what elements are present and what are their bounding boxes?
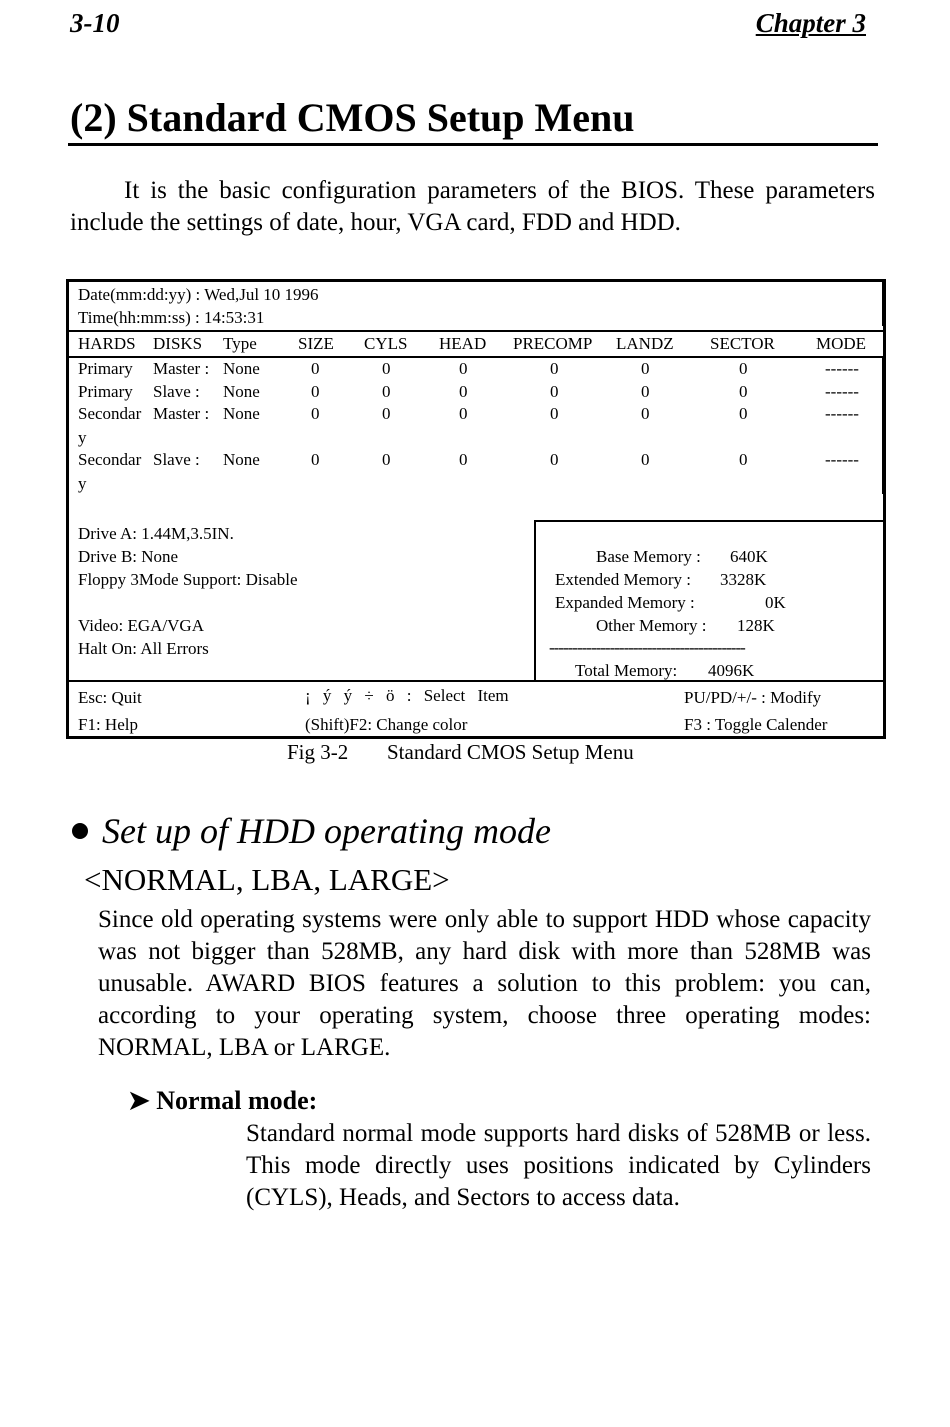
row-landz[interactable]: 0 [641, 404, 650, 423]
col-header-sector: SECTOR [710, 334, 775, 353]
extended-memory-label: Extended Memory : [555, 570, 691, 589]
total-memory-value: 4096K [708, 661, 755, 680]
row-size: 0 [311, 382, 320, 401]
figure-caption: Standard CMOS Setup Menu [387, 740, 634, 764]
other-memory-label: Other Memory : [596, 616, 707, 635]
col-header-cyls: CYLS [364, 334, 408, 353]
memory-panel-left [534, 520, 536, 680]
row-landz[interactable]: 0 [641, 359, 650, 378]
col-header-disks: DISKS [153, 334, 203, 353]
row-landz[interactable]: 0 [641, 450, 650, 469]
memory-separator: ------------------------------------------ [549, 638, 745, 657]
row-head[interactable]: 0 [459, 450, 468, 469]
top-right-border [882, 282, 884, 326]
bullet-icon [72, 823, 88, 839]
expanded-memory-label: Expanded Memory : [555, 593, 695, 612]
row-cyls[interactable]: 0 [382, 382, 391, 401]
row-position: Master : [153, 359, 210, 378]
normal-mode-heading: ➤ Normal mode: [128, 1086, 318, 1115]
col-header-head: HEAD [439, 334, 487, 353]
hdd-mode-heading-text: Set up of HDD operating mode [102, 811, 551, 851]
row-channel: Primary [78, 359, 133, 378]
row-size: 0 [311, 450, 320, 469]
floppy-3mode-setting[interactable]: Floppy 3Mode Support: Disable [78, 570, 298, 589]
total-memory-label: Total Memory: [575, 661, 678, 680]
modify-hint: PU/PD/+/- : Modify [684, 688, 822, 707]
row-mode[interactable]: ------ [825, 382, 859, 401]
col-header-size: SIZE [298, 334, 334, 353]
row-mode[interactable]: ------ [825, 450, 859, 469]
col-header-hards: HARDS [78, 334, 136, 353]
row-sector[interactable]: 0 [739, 359, 748, 378]
col-header-mode: MODE [816, 334, 867, 353]
header-divider [69, 330, 883, 332]
hdd-mode-paragraph: Since old operating systems were only able to support HDD whose capacity was not bigger than 528MB, any hard disk with more than 528MB was unusable. AWARD BIOS features a solution to this problem: you can, according to your operating system, choose three operating modes: NORMAL, LBA or LARGE. [98, 906, 871, 1061]
base-memory-value: 640K [730, 547, 768, 566]
normal-mode-description: Standard normal mode supports hard disks of 528MB or less. This mode directly uses positions indicated by Cylinders (CYLS), Heads, and Sectors to access data. [246, 1120, 871, 1211]
col-header-landz: LANDZ [616, 334, 674, 353]
row-head[interactable]: 0 [459, 359, 468, 378]
row-mode[interactable]: ------ [825, 359, 859, 378]
f1-help-hint: F1: Help [78, 715, 138, 734]
title-underline [68, 143, 878, 146]
row-sector[interactable]: 0 [739, 382, 748, 401]
chapter-label: Chapter 3 [755, 8, 866, 38]
page-number: 3-10 [70, 8, 120, 38]
base-memory-label: Base Memory : [596, 547, 701, 566]
cmos-setup-screen [66, 279, 886, 739]
row-sector[interactable]: 0 [739, 450, 748, 469]
select-item-hint: ¡ ý ý ÷ ö : Select Item [305, 686, 509, 705]
row-position: Slave : [153, 382, 200, 401]
row-type[interactable]: None [223, 404, 260, 423]
video-setting[interactable]: Video: EGA/VGA [78, 616, 204, 635]
row-precomp[interactable]: 0 [550, 404, 559, 423]
footer-divider [69, 680, 883, 682]
row-channel-wrap: y [78, 428, 87, 447]
row-head[interactable]: 0 [459, 382, 468, 401]
row-head[interactable]: 0 [459, 404, 468, 423]
drive-a-setting[interactable]: Drive A: 1.44M,3.5IN. [78, 524, 234, 543]
change-color-hint: (Shift)F2: Change color [305, 715, 468, 734]
row-sector[interactable]: 0 [739, 404, 748, 423]
row-channel: Secondar [78, 404, 142, 423]
col-header-type: Type [223, 334, 257, 353]
row-cyls[interactable]: 0 [382, 450, 391, 469]
extended-memory-value: 3328K [720, 570, 767, 589]
section-title: (2) Standard CMOS Setup Menu [70, 95, 635, 140]
row-landz[interactable]: 0 [641, 382, 650, 401]
hdd-mode-heading [72, 810, 551, 852]
halt-on-setting[interactable]: Halt On: All Errors [78, 639, 209, 658]
row-cyls[interactable]: 0 [382, 359, 391, 378]
other-memory-value: 128K [737, 616, 775, 635]
drive-table-right-border [882, 356, 884, 494]
row-precomp[interactable]: 0 [550, 359, 559, 378]
row-channel-wrap: y [78, 474, 87, 493]
row-type[interactable]: None [223, 359, 260, 378]
row-position: Slave : [153, 450, 200, 469]
row-precomp[interactable]: 0 [550, 450, 559, 469]
intro-text: It is the basic configuration parameters of the BIOS. These parameters include the settings of date, hour, VGA card, FDD and HDD. [70, 177, 875, 236]
memory-panel-top [534, 520, 883, 522]
column-header-divider [69, 356, 883, 358]
date-field[interactable]: Date(mm:dd:yy) : Wed,Jul 10 1996 [78, 285, 319, 304]
row-type[interactable]: None [223, 382, 260, 401]
esc-quit-hint: Esc: Quit [78, 688, 142, 707]
drive-b-setting[interactable]: Drive B: None [78, 547, 179, 566]
row-mode[interactable]: ------ [825, 404, 859, 423]
row-position: Master : [153, 404, 210, 423]
row-size: 0 [311, 359, 320, 378]
row-cyls[interactable]: 0 [382, 404, 391, 423]
hdd-mode-options: <NORMAL, LBA, LARGE> [84, 862, 450, 897]
toggle-calendar-hint: F3 : Toggle Calender [684, 715, 828, 734]
intro-paragraph [70, 175, 875, 239]
expanded-memory-value: 0K [765, 593, 786, 612]
col-header-precomp: PRECOMP [513, 334, 593, 353]
figure-label: Fig 3-2 [287, 740, 349, 764]
row-size: 0 [311, 404, 320, 423]
row-precomp[interactable]: 0 [550, 382, 559, 401]
row-channel: Primary [78, 382, 133, 401]
row-channel: Secondar [78, 450, 142, 469]
time-field[interactable]: Time(hh:mm:ss) : 14:53:31 [78, 308, 265, 327]
row-type[interactable]: None [223, 450, 260, 469]
